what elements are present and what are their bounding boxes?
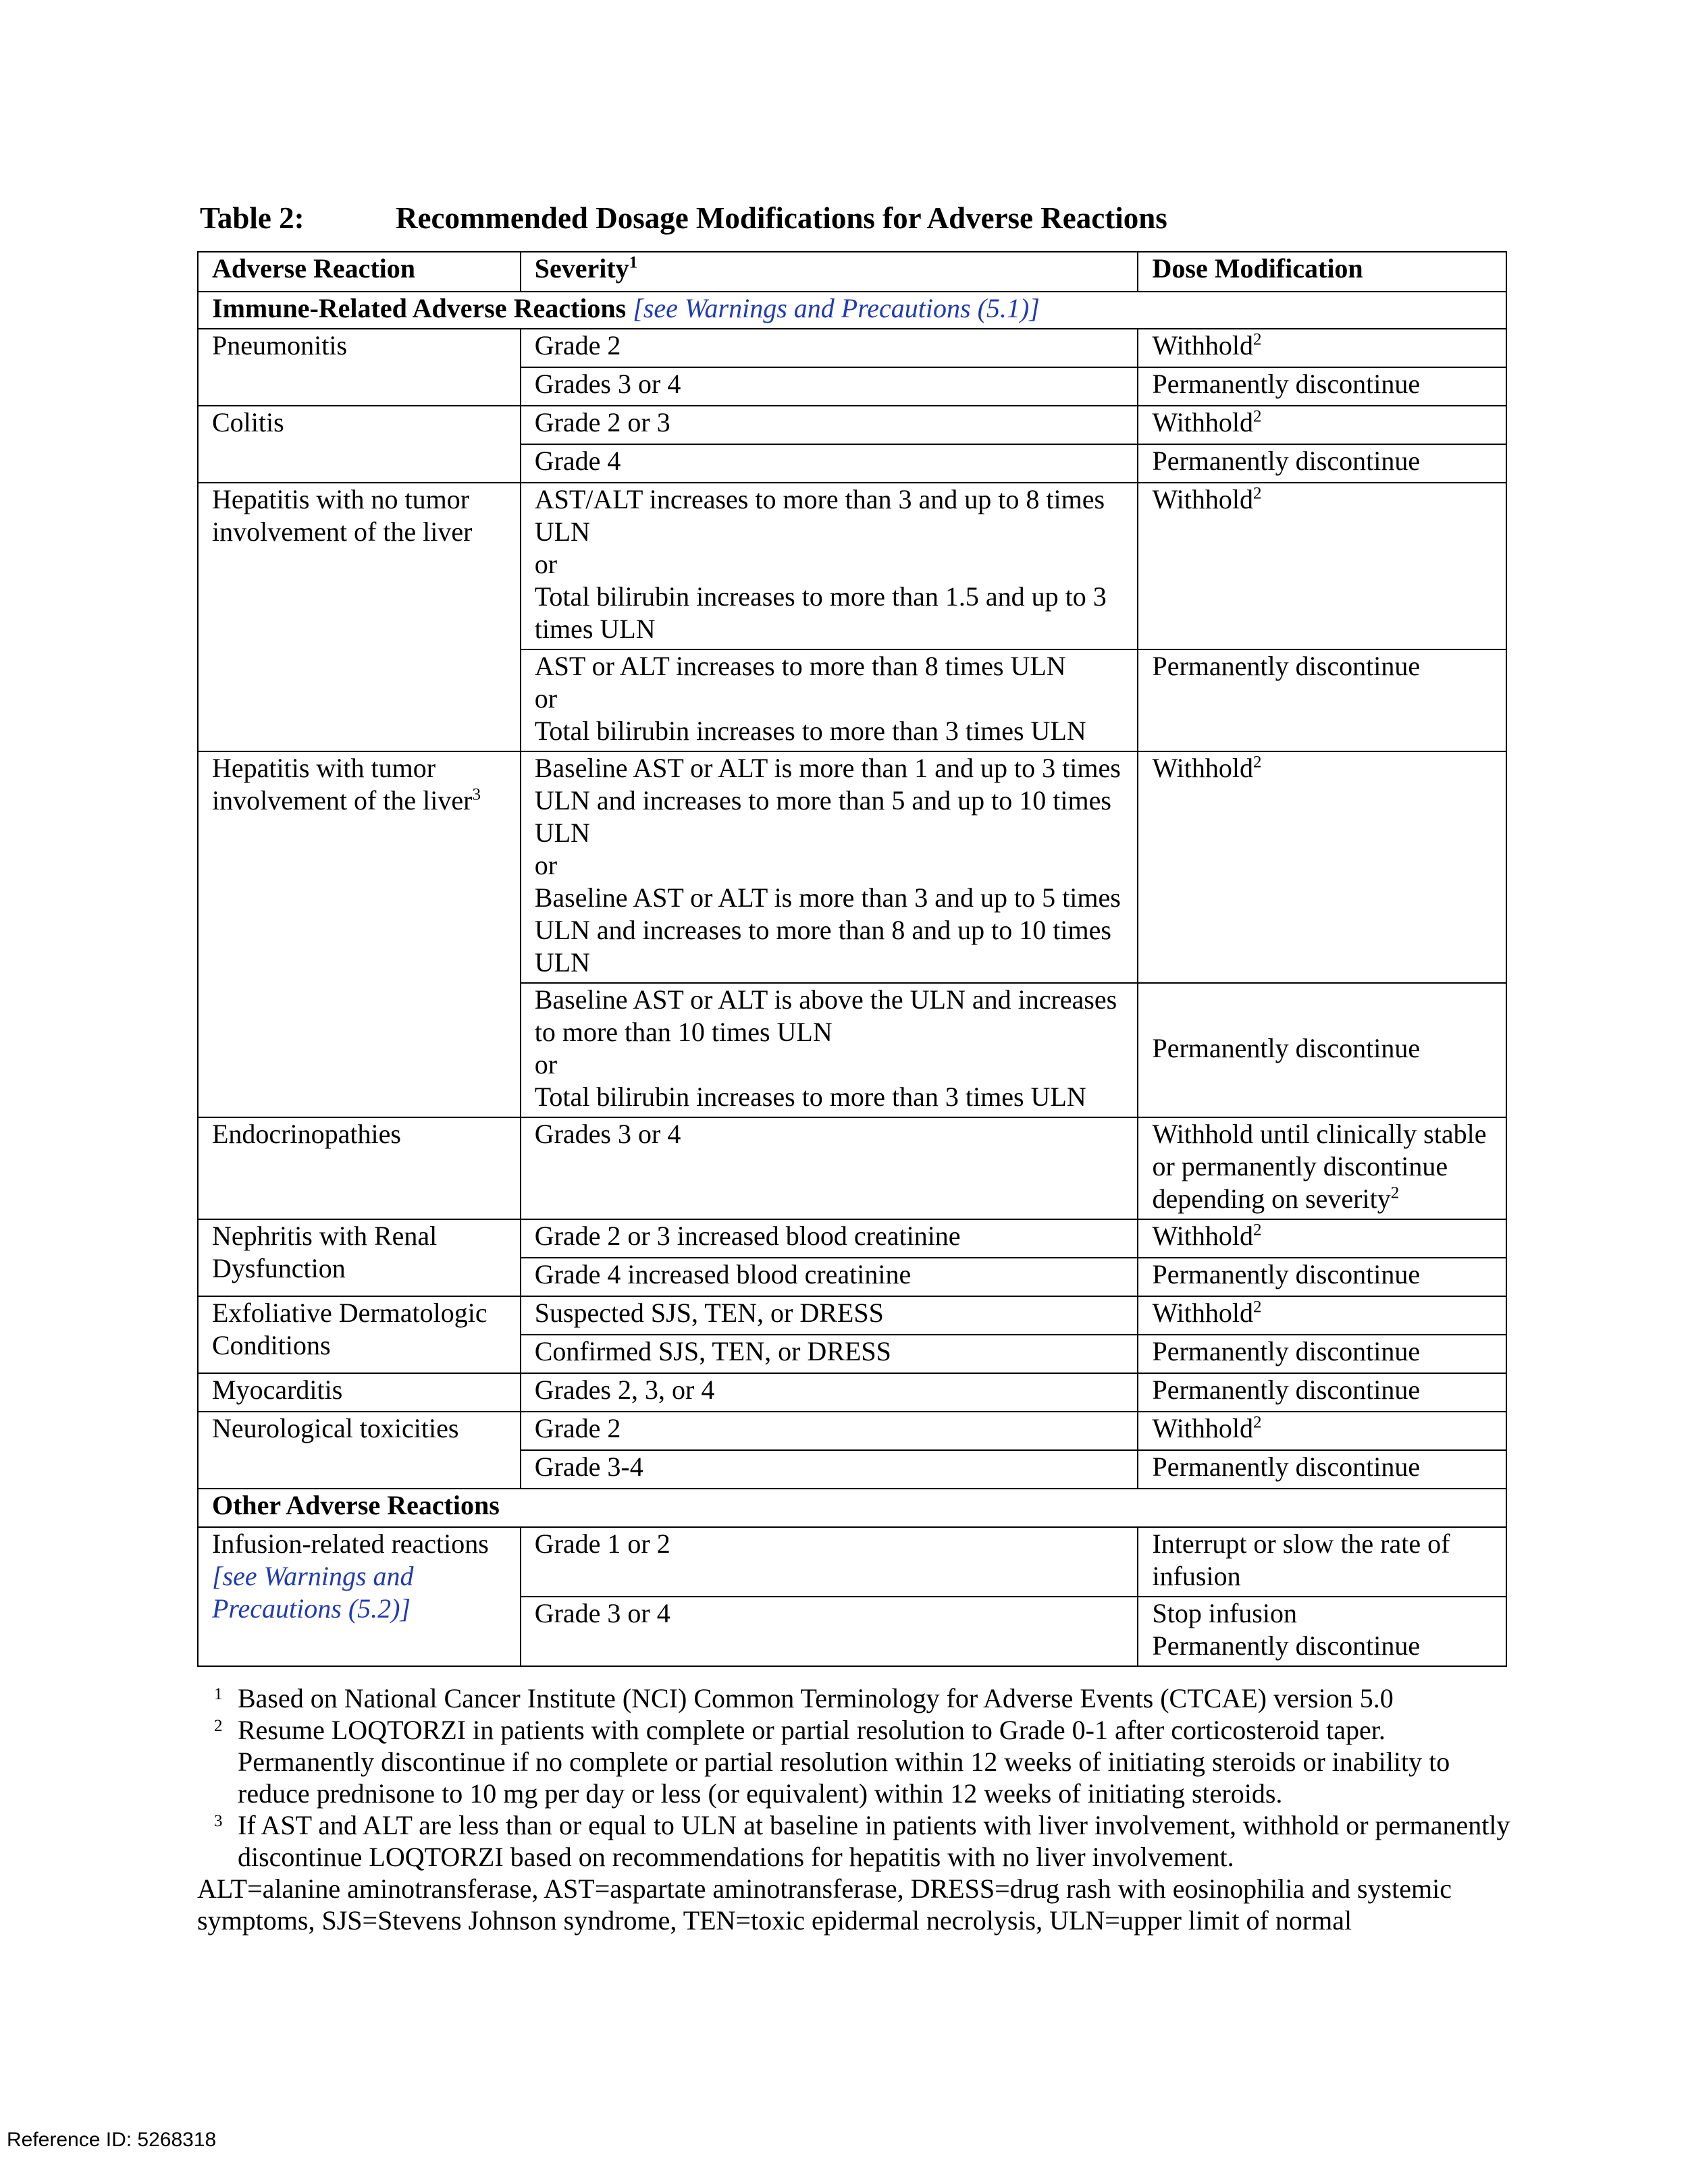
- reaction-nephritis: Nephritis with Renal Dysfunction: [198, 1219, 521, 1296]
- header-dose-modification: Dose Modification: [1138, 252, 1506, 292]
- modification-cell: Withhold$^2$: [1138, 1296, 1506, 1335]
- modification-cell: Permanently discontinue: [1138, 1373, 1506, 1412]
- table-header-row: [198, 252, 1506, 292]
- modification-cell: Interrupt or slow the rate of infusion: [1138, 1527, 1506, 1597]
- modification-cell: Permanently discontinue: [1138, 444, 1506, 483]
- dosage-modification-table: [197, 251, 1507, 1667]
- modification-cell: Permanently discontinue: [1138, 367, 1506, 406]
- reaction-myocarditis: Myocarditis: [198, 1373, 521, 1412]
- table-row: [198, 1412, 1506, 1450]
- table-label: Table 2:: [200, 201, 305, 235]
- modification-cell: Withhold$^2$: [1138, 406, 1506, 444]
- footnote-1: 1 Based on National Cancer Institute (NCI) Common Terminology for Adverse Events (CTCAE) version 5.0: [214, 1683, 1394, 1713]
- reaction-pneumonitis: Pneumonitis: [198, 329, 521, 406]
- severity-cell: AST or ALT increases to more than 8 times ULN or Total bilirubin increases to more than 3 times ULN: [521, 649, 1138, 751]
- header-severity: Severity$^1$: [521, 252, 1138, 292]
- table-row: [198, 1117, 1506, 1219]
- reaction-colitis: Colitis: [198, 406, 521, 483]
- section-row-other: [198, 1489, 1506, 1527]
- modification-cell: Permanently discontinue: [1138, 649, 1506, 751]
- section-other-label: Other Adverse Reactions: [198, 1489, 1506, 1527]
- severity-cell: Grade 3-4: [521, 1450, 1138, 1489]
- severity-cell: Grade 2 or 3 increased blood creatinine: [521, 1219, 1138, 1258]
- severity-cell: Grade 3 or 4: [521, 1597, 1138, 1666]
- table-row: [198, 406, 1506, 444]
- modification-cell: Permanently discontinue: [1138, 1335, 1506, 1373]
- header-adverse-reaction: Adverse Reaction: [198, 252, 521, 292]
- severity-cell: Grade 2: [521, 1412, 1138, 1450]
- reaction-hepatitis-no-tumor: Hepatitis with no tumor involvement of the liver: [198, 483, 521, 751]
- table-row: [198, 1219, 1506, 1258]
- table-caption: [200, 196, 1167, 240]
- section-immune-label: Immune-Related Adverse Reactions [see Warnings and Precautions (5.1)]: [198, 292, 1506, 329]
- severity-cell: Grade 4: [521, 444, 1138, 483]
- severity-cell: Baseline AST or ALT is above the ULN and increases to more than 10 times ULN or Total bilirubin increases to more than 3 times ULN: [521, 983, 1138, 1117]
- modification-cell: Withhold$^2$: [1138, 751, 1506, 983]
- severity-cell: Baseline AST or ALT is more than 1 and up to 3 times ULN and increases to more than 5 and up to 10 times ULN or Baseline AST or ALT is more than 3 and up to 5 times ULN and increases to more than 8 and up to 10 times ULN: [521, 751, 1138, 983]
- severity-cell: Grades 3 or 4: [521, 1117, 1138, 1219]
- severity-cell: Confirmed SJS, TEN, or DRESS: [521, 1335, 1138, 1373]
- section-row-immune: [198, 292, 1506, 329]
- modification-cell: Permanently discontinue: [1138, 983, 1506, 1117]
- modification-cell: Stop infusion Permanently discontinue: [1138, 1597, 1506, 1666]
- modification-cell: Withhold$^2$: [1138, 329, 1506, 367]
- footnote-3: 3 If AST and ALT are less than or equal to ULN at baseline in patients with liver involvement, withhold or permanently discontinue LOQTORZI based on recommendations for hepatitis with no liver involvement.: [214, 1810, 1510, 1872]
- warnings-link-5-2[interactable]: [see Warnings and Precautions (5.2)]: [212, 1561, 414, 1624]
- severity-cell: AST/ALT increases to more than 3 and up to 8 times ULN or Total bilirubin increases to more than 1.5 and up to 3 times ULN: [521, 483, 1138, 649]
- reference-id: Reference ID: 5268318: [7, 2129, 217, 2151]
- table-row: [198, 1296, 1506, 1335]
- table-row: [198, 1527, 1506, 1597]
- warnings-link-5-1[interactable]: [see Warnings and Precautions (5.1)]: [633, 293, 1040, 323]
- reaction-dermatologic: Exfoliative Dermatologic Conditions: [198, 1296, 521, 1373]
- reaction-hepatitis-tumor: Hepatitis with tumor involvement of the liver$^3$: [198, 751, 521, 1117]
- abbreviations-note: ALT=alanine aminotransferase, AST=aspartate aminotransferase, DRESS=drug rash with eosinophilia and systemic symptoms, SJS=Stevens Johnson syndrome, TEN=toxic epidermal necrolysis, ULN=upper limit of normal: [197, 1873, 1452, 1936]
- modification-cell: Withhold until clinically stable or permanently discontinue depending on severity$^2$: [1138, 1117, 1506, 1219]
- table-row: [198, 1373, 1506, 1412]
- severity-cell: Grades 2, 3, or 4: [521, 1373, 1138, 1412]
- severity-cell: Grade 2: [521, 329, 1138, 367]
- modification-cell: Withhold$^2$: [1138, 1219, 1506, 1258]
- severity-cell: Suspected SJS, TEN, or DRESS: [521, 1296, 1138, 1335]
- table-row: [198, 751, 1506, 983]
- modification-cell: Permanently discontinue: [1138, 1258, 1506, 1296]
- severity-cell: Grade 4 increased blood creatinine: [521, 1258, 1138, 1296]
- table-row: [198, 329, 1506, 367]
- modification-cell: Withhold$^2$: [1138, 1412, 1506, 1450]
- severity-cell: Grade 1 or 2: [521, 1527, 1138, 1597]
- reaction-neurological: Neurological toxicities: [198, 1412, 521, 1489]
- reaction-infusion: Infusion-related reactions [see Warnings and Precautions (5.2)]: [198, 1527, 521, 1666]
- modification-cell: Permanently discontinue: [1138, 1450, 1506, 1489]
- footnote-2: 2 Resume LOQTORZI in patients with complete or partial resolution to Grade 0-1 after corticosteroid taper. Permanently discontinue if no complete or partial resolution within 12 weeks of initiating steroids or inability to reduce prednisone to 10 mg per day or less (or equivalent) within 12 weeks of initiating steroids.: [214, 1715, 1450, 1809]
- severity-cell: Grades 3 or 4: [521, 367, 1138, 406]
- severity-cell: Grade 2 or 3: [521, 406, 1138, 444]
- table-row: [198, 483, 1506, 649]
- reaction-endocrinopathies: Endocrinopathies: [198, 1117, 521, 1219]
- table-title: Recommended Dosage Modifications for Adverse Reactions: [396, 201, 1167, 235]
- modification-cell: Withhold$^2$: [1138, 483, 1506, 649]
- table-footnotes: [197, 1682, 1521, 1936]
